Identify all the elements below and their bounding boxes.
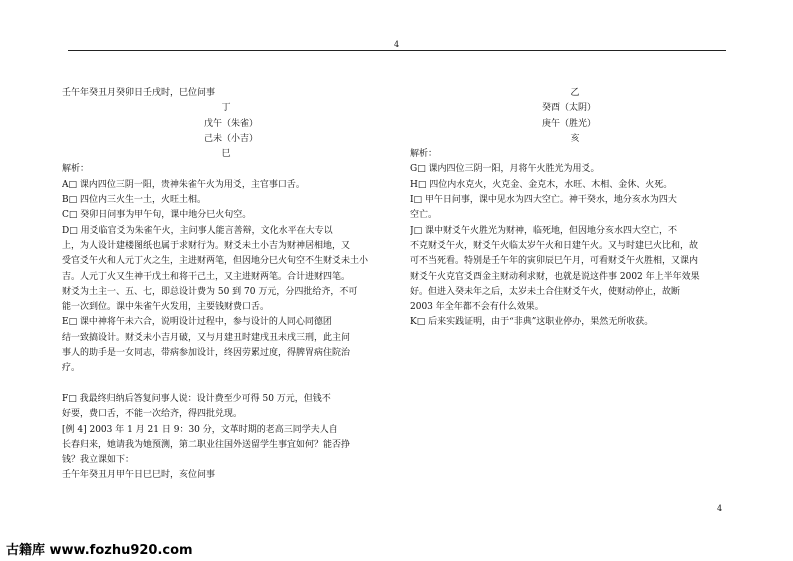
text-line: 不克财爻午火，财爻午火临太岁午火和日建午火。又与时建巳火比和，故 [410,240,699,251]
text-line: J□ 课中财爻午火胜光为财神，临死地，但因地分亥水四大空亡，不 [410,225,677,236]
text-line: B□ 四位内三火生一土，火旺土相。 [62,195,206,206]
text-line: 疗。 [62,363,81,374]
right-column [410,86,740,331]
text-line: 事人的助手是一女同志，带病参加设计，终因劳累过度，得脾胃病住院治 [62,348,351,359]
text-line: 丁 [221,103,231,114]
text-line: 壬午年癸丑月癸卯日壬戌时，巳位问事 [62,88,216,98]
text-line: 解析： [62,164,90,175]
header-page-number: 4 [393,40,400,49]
text-line: 上，为人设计建楼图纸也属于求财行为。财爻未土小吉为财神居相地，又 [62,240,351,251]
text-line: 解析： [410,149,438,160]
text-line: 癸酉（太阴） [542,103,597,114]
text-line: 长春归来，她请我为她预测，第二职业往国外送留学生事宜如何？能否挣 [62,439,351,450]
text-line: 吉。人元丁火又生神干戊土和将干己土，又主进财两笔。合计进财四笔。 [62,271,351,282]
watermark: 古籍库 www.fozhu920.com [6,543,193,558]
text-line [62,377,390,392]
text-line: 好要，费口舌，不能一次给齐，得四批兑现。 [62,409,243,420]
text-line: 己未（小吉） [204,133,259,144]
header-rule [68,50,726,51]
text-line: 2003 年全年都不会有什么效果。 [410,302,544,313]
text-line: 财爻午火克官爻酉金主财动利求财，也就是说这件事 2002 年上半年效果 [410,271,700,282]
text-line: 财爻为土主一、五、七，即总设计费为 50 到 70 万元，分四批给齐，不可 [62,286,358,297]
text-line: [例 4] 2003 年 1 月 21 日 9：30 分，文革时期的老高三同学夫人自 [62,424,338,435]
text-line: K□ 后来实践证明，由于“非典”这职业停办，果然无所收获。 [410,317,654,328]
text-line: 钱？我立课如下： [62,455,135,466]
text-line: I□ 甲午日问事，课中见水为四大空亡。神干癸水，地分亥水为四大 [410,195,677,206]
text-line: A□ 课内四位三阴一阳，贵神朱雀午火为用爻，主官事口舌。 [62,179,305,190]
text-line: E□ 课中神将午未六合，说明设计过程中，参与设计的人同心同德团 [62,317,332,328]
text-line: 壬午年癸丑月甲午日巳巳时，亥位问事 [62,470,216,481]
text-line: 亥 [570,133,580,144]
text-line: 能一次到位。课中朱雀午火发用，主要钱财费口舌。 [62,302,270,313]
text-line: F□ 我最终归纳后答复问事人说：设计费至少可得 50 万元，但钱不 [62,393,331,404]
text-line: 巳 [221,149,231,160]
text-line: C□ 癸卯日问事为甲午旬，课中地分巳火旬空。 [62,210,252,221]
text-line: 乙 [570,88,580,98]
text-line: 空亡。 [410,210,438,221]
text-line: 好。但进入癸未年之后，太岁未土合住财爻午火，使财动停止，故断 [410,286,681,297]
text-line: 戊午（朱雀） [204,118,259,129]
left-column [62,86,390,484]
text-line: 可不当死看。特别是壬午年的寅卯辰巳午月，可看财爻午火胜相，又课内 [410,256,699,267]
text-line: G□ 课内四位三阴一阳，月将午火胜光为用爻。 [410,164,600,175]
text-line: D□ 用爻临官爻为朱雀午火，主问事人能言善辩，文化水平在大专以 [62,225,333,236]
text-line: 受官爻午火和人元丁火之生，主进财两笔，但因地分巳火旬空不生财爻未土小 [62,256,369,267]
text-line: 结一致搞设计。财爻未小吉月破，又与月建丑时建戌丑未戌三刑，此主问 [62,332,351,343]
footer-page-number: 4 [717,504,723,513]
text-line: 庚午（胜光） [542,118,597,129]
text-line: H□ 四位内水克火，火克金、金克木，水旺、木相、金休、火死。 [410,179,673,190]
